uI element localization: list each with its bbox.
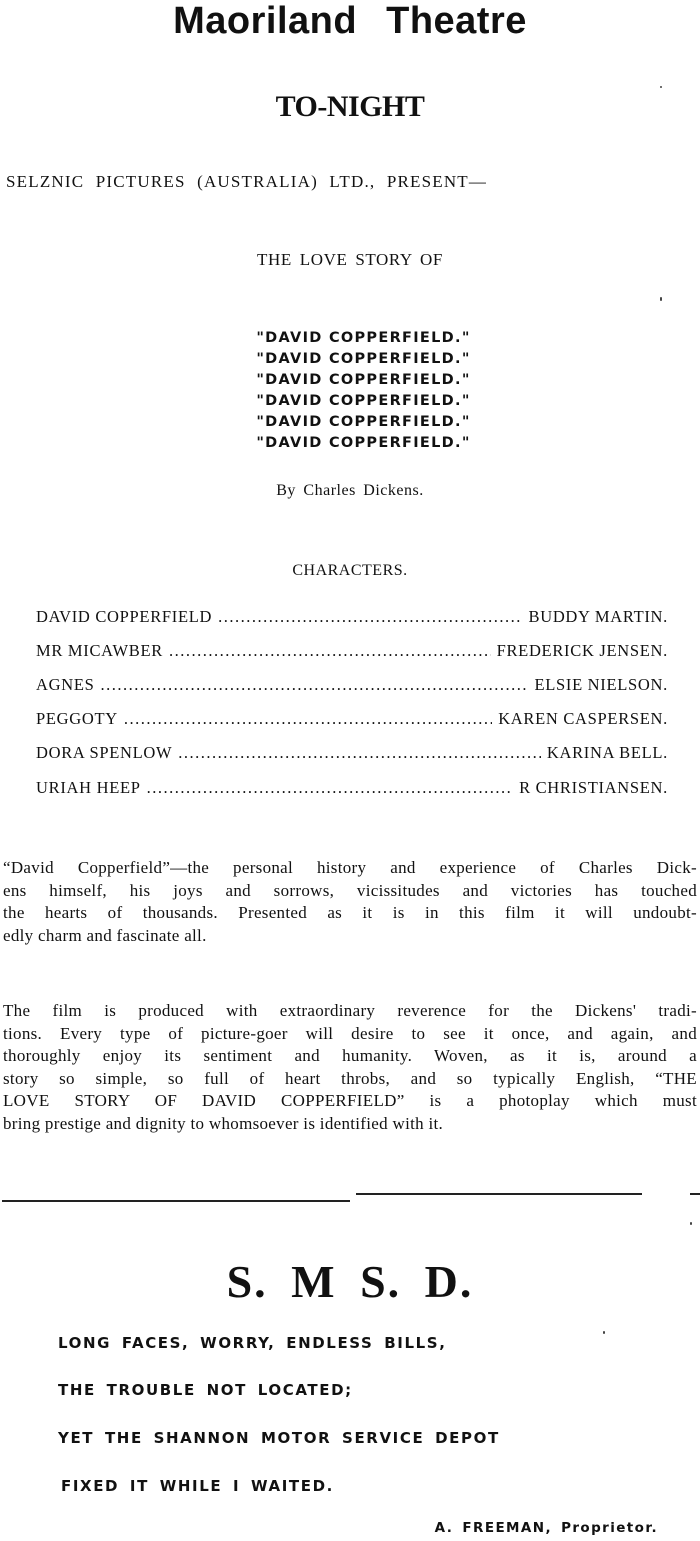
cast-actor: ELSIE NIELSON. [534, 675, 668, 694]
leader-dots [124, 709, 492, 729]
separator-rule-left [2, 1200, 350, 1202]
theatre-title: Maoriland Theatre [173, 0, 527, 42]
cast-row [36, 778, 668, 802]
film-title-line: "DAVID COPPERFIELD." [256, 351, 471, 367]
separator-rule-fragment [690, 1193, 700, 1195]
production-paragraph [3, 1000, 697, 1135]
presenter-line: SELZNIC PICTURES (AUSTRALIA) LTD., PRESENT— [6, 172, 488, 191]
scan-speck [603, 1331, 605, 1334]
scan-speck [660, 86, 662, 88]
paragraph-line: The film is produced with extraordinary reverence for the Dickens' tradi- [3, 1001, 697, 1020]
leader-dots [178, 743, 541, 763]
advert-heading: S. M S. D. [226, 1256, 474, 1307]
advert-line: THE TROUBLE NOT LOCATED; [58, 1381, 353, 1399]
cast-row [36, 743, 668, 767]
cast-role: PEGGOTY [36, 709, 118, 728]
scan-speck [690, 1222, 692, 1225]
paragraph-line: tions. Every type of picture-goer will desire to see it once, and again, and [3, 1023, 697, 1043]
advert-line: LONG FACES, WORRY, ENDLESS BILLS, [58, 1334, 447, 1352]
author-byline: By Charles Dickens. [276, 482, 424, 499]
paragraph-line: the hearts of thousands. Presented as it is in this film it will undoubt- [3, 903, 697, 922]
cast-actor: R CHRISTIANSEN. [519, 778, 668, 797]
cast-role: AGNES [36, 675, 95, 694]
description-paragraph [3, 857, 697, 947]
film-title-line: "DAVID COPPERFIELD." [256, 414, 471, 430]
cast-actor: FREDERICK JENSEN. [496, 641, 668, 660]
cast-role: MR MICAWBER [36, 641, 163, 660]
paragraph-line: thoroughly enjoy its sentiment and humanity. Woven, as it is, around a [3, 1046, 697, 1065]
advert-line: YET THE SHANNON MOTOR SERVICE DEPOT [58, 1429, 500, 1447]
film-title-block [0, 328, 700, 454]
film-title-line: "DAVID COPPERFIELD." [256, 435, 471, 451]
cast-row [36, 709, 668, 733]
cast-row [36, 675, 668, 699]
leader-dots [147, 778, 513, 798]
paragraph-line: bring prestige and dignity to whomsoever is identified with it. [3, 1113, 444, 1133]
leader-dots [101, 675, 529, 695]
tonight-heading: TO-NIGHT [275, 90, 425, 123]
leader-dots [218, 607, 522, 627]
paragraph-line: edly charm and fascinate all. [3, 925, 207, 945]
proprietor-signature: A. FREEMAN, Proprietor. [434, 1520, 658, 1536]
cast-row [36, 641, 668, 665]
cast-actor: BUDDY MARTIN. [528, 607, 668, 626]
film-title-line: "DAVID COPPERFIELD." [256, 330, 471, 346]
paragraph-line: story so simple, so full of heart throbs, and so typically English, “THE [3, 1068, 697, 1088]
cast-actor: KAREN CASPERSEN. [498, 709, 668, 728]
film-title-line: "DAVID COPPERFIELD." [256, 372, 471, 388]
paragraph-line: LOVE STORY OF DAVID COPPERFIELD” is a photoplay which must [3, 1091, 697, 1110]
love-story-line: THE LOVE STORY OF [257, 250, 443, 269]
scan-speck [660, 297, 662, 301]
characters-heading: CHARACTERS. [292, 562, 408, 579]
advert-line: FIXED IT WHILE I WAITED. [61, 1477, 334, 1495]
cast-row [36, 607, 668, 631]
paragraph-line: “David Copperfield”—the personal history and experience of Charles Dick- [3, 858, 697, 877]
cast-role: URIAH HEEP [36, 778, 141, 797]
paragraph-line: ens himself, his joys and sorrows, vicissitudes and victories has touched [3, 880, 697, 900]
leader-dots [169, 641, 491, 661]
cast-role: DAVID COPPERFIELD [36, 607, 213, 626]
film-title-line: "DAVID COPPERFIELD." [256, 393, 471, 409]
separator-rule-right [356, 1193, 642, 1195]
cast-role: DORA SPENLOW [36, 743, 173, 762]
cast-actor: KARINA BELL. [546, 743, 668, 762]
